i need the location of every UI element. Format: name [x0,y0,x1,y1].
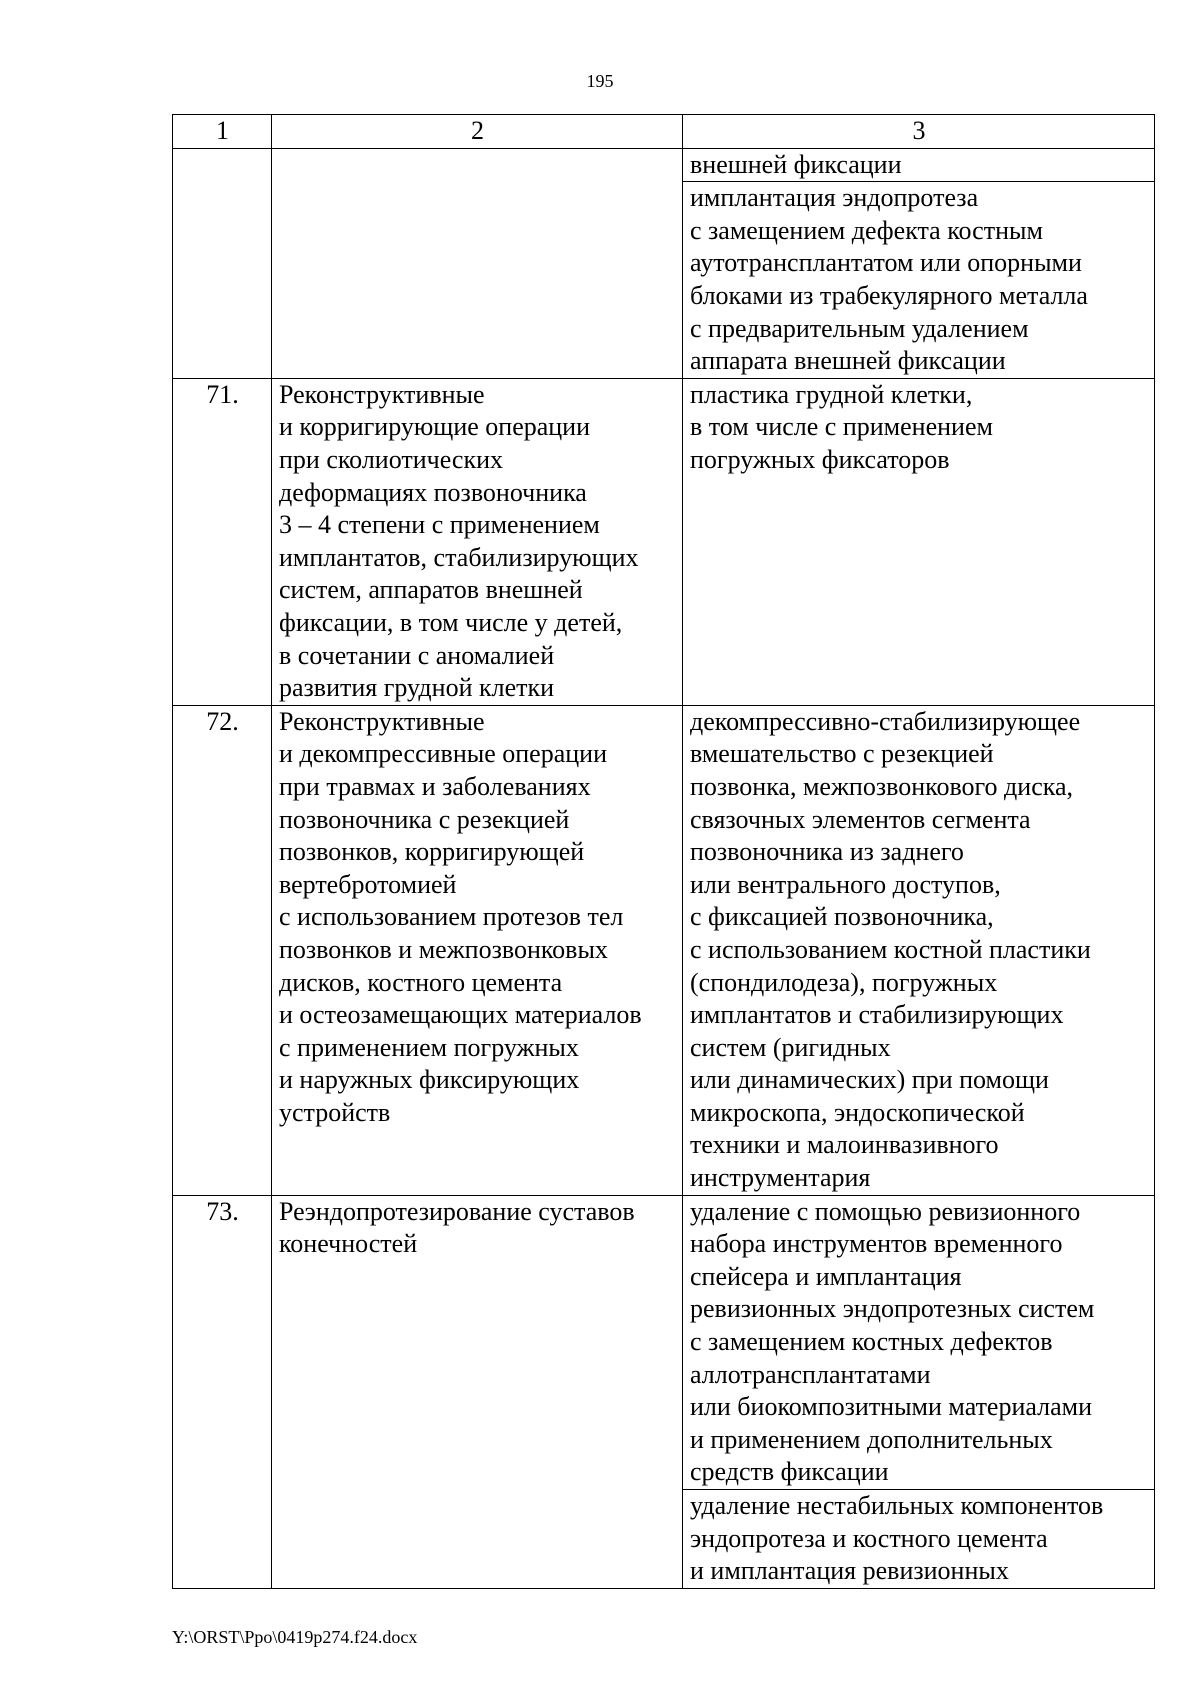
table-row [173,378,1155,705]
header-col-3: 3 [683,115,1155,149]
cont-method-cell-a: внешней фиксации [683,148,1155,182]
procedures-table [172,114,1155,1589]
row-number-73: 73. [173,1195,272,1588]
cont-method-cell-b: имплантация эндопротеза с замещением дефекта костным аутотрансплантатом или опорными блоками из трабекулярного металла с предварительным удалением аппарата внешней фиксации [683,182,1155,379]
cont-num-cell [173,148,272,378]
row-number-72: 72. [173,705,272,1195]
header-col-2: 2 [272,115,683,149]
row-73-description: Реэндопротезирование суставов конечностей [272,1195,683,1588]
cont-desc-cell [272,148,683,378]
page-number: 195 [586,71,614,91]
header-col-1: 1 [173,115,272,149]
footer-file-path: Y:\ORST\Ppo\0419p274.f24.docx [172,1627,418,1647]
table-row [173,705,1155,1195]
table-row [173,148,1155,182]
row-72-description: Реконструктивные и декомпрессивные операции при травмах и заболеваниях позвоночника с резекцией позвонков, корригирующей вертебротомией с использованием протезов тел позвонков и межпозвонковых дисков, костного цемента и остеозамещающих материалов с применением погружных и наружных фиксирующих устройств [272,705,683,1195]
row-number-71: 71. [173,378,272,705]
row-71-method: пластика грудной клетки, в том числе с применением погружных фиксаторов [683,378,1155,705]
row-71-description: Реконструктивные и корригирующие операции при сколиотических деформациях позвоночника 3 – 4 степени с применением имплантатов, стабилизирующих систем, аппаратов внешней фиксации, в том числе у детей, в сочетании с аномалией развития грудной клетки [272,378,683,705]
row-73-method-a: удаление с помощью ревизионного набора инструментов временного спейсера и имплантация ревизионных эндопротезных систем с замещением костных дефектов аллотрансплантатами или биокомпозитными материалами и применением дополнительных средств фиксации [683,1195,1155,1489]
row-73-method-b: удаление нестабильных компонентов эндопротеза и костного цемента и имплантация ревизионных [683,1490,1155,1589]
row-72-method: декомпрессивно-стабилизирующее вмешательство с резекцией позвонка, межпозвонкового диска, связочных элементов сегмента позвоночника из заднего или вентрального доступов, с фиксацией позвоночника, с использованием костной пластики (спондилодеза), погружных имплантатов и стабилизирующих систем (ригидных или динамических) при помощи микроскопа, эндоскопической техники и малоинвазивного инструментария [683,705,1155,1195]
table-row [173,1195,1155,1489]
table-header-row [173,115,1155,149]
